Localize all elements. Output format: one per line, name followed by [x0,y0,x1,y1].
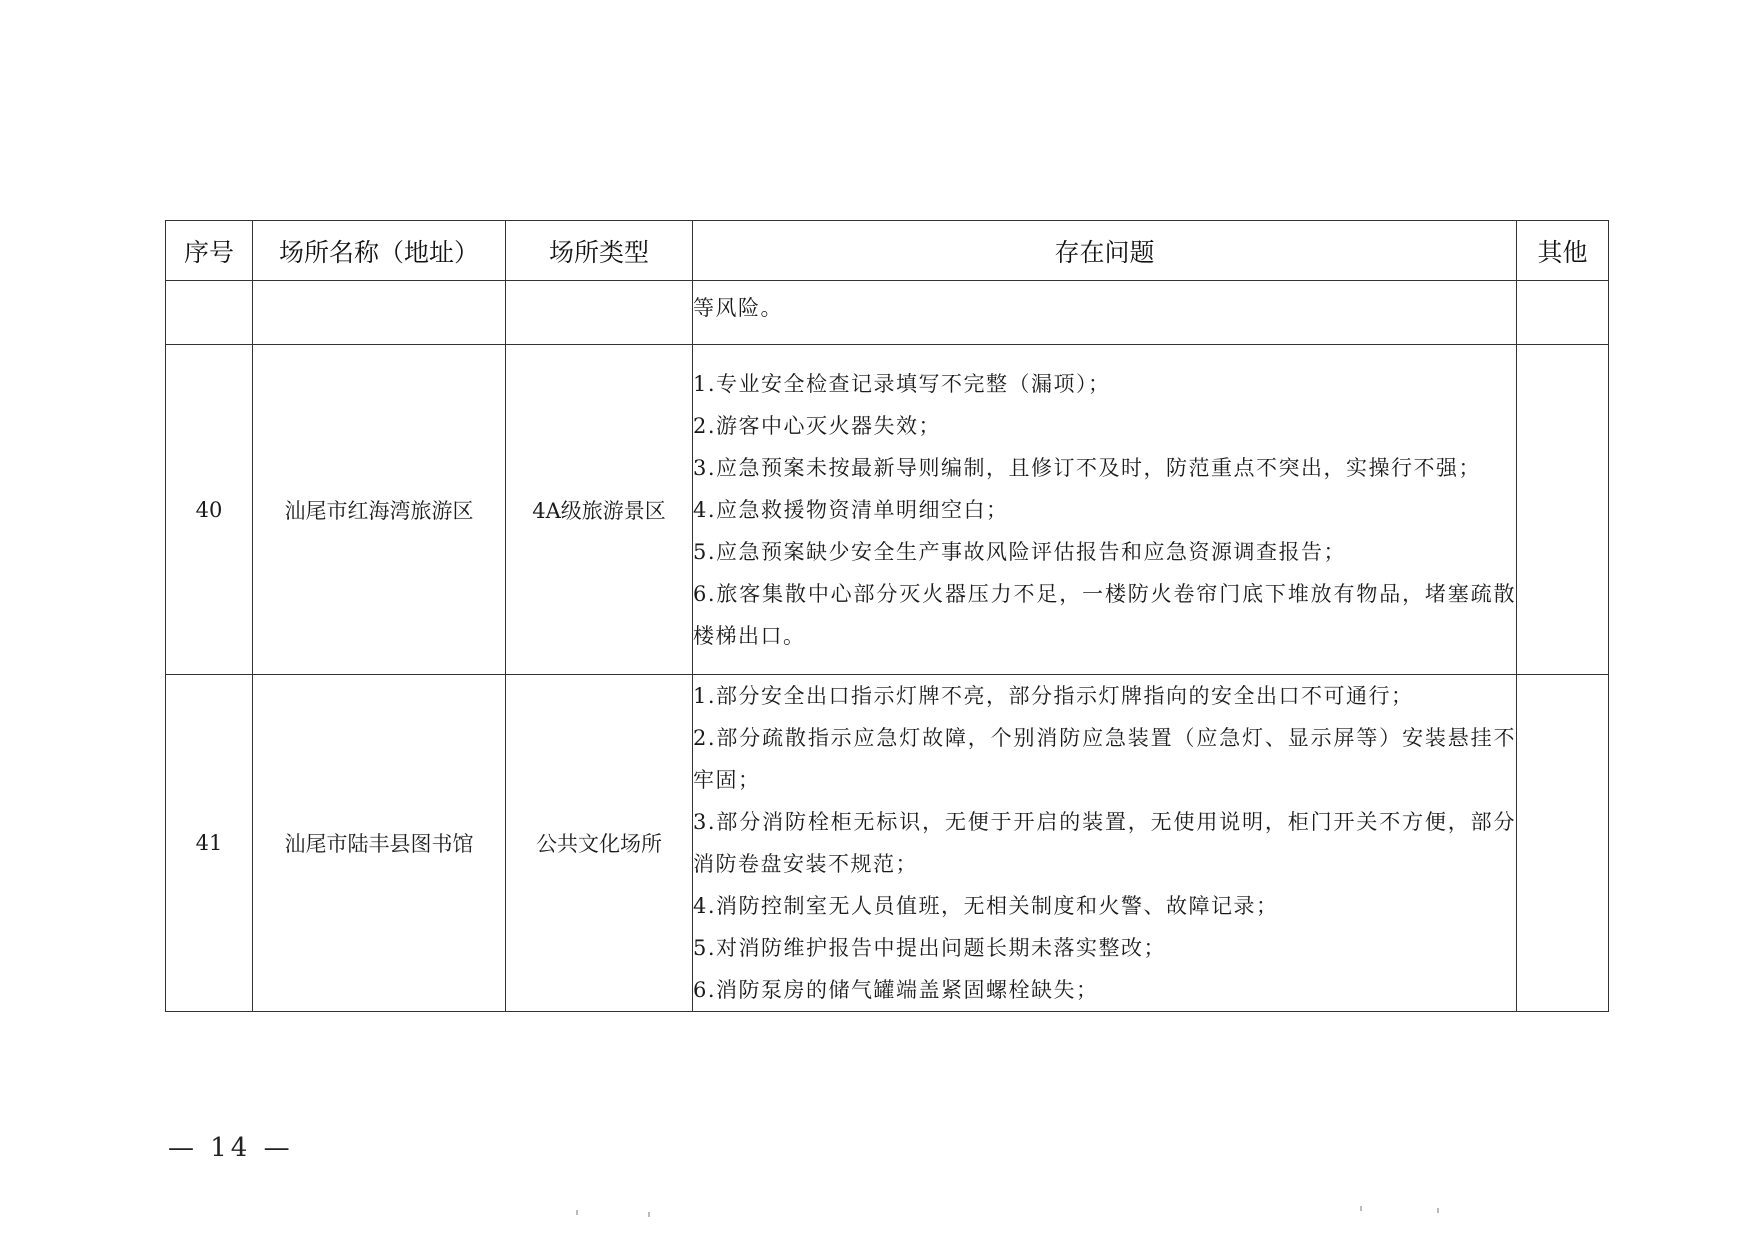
issue-line: 等风险。 [693,296,783,320]
cell-other [1517,281,1609,345]
header-type: 场所类型 [506,221,693,281]
cell-issues [693,675,1517,1012]
issue-item: 4.消防控制室无人员值班，无相关制度和火警、故障记录； [693,894,1279,918]
cell-type: 4A级旅游景区 [506,345,693,675]
header-other: 其他 [1517,221,1609,281]
issue-item: 4.应急救援物资清单明细空白； [693,497,1009,522]
issue-item: 5.应急预案缺少安全生产事故风险评估报告和应急资源调查报告； [693,539,1347,564]
scan-speck [648,1212,650,1217]
cell-seq: 40 [166,345,253,675]
issue-item: 5.对消防维护报告中提出问题长期未落实整改； [693,936,1167,960]
table-header-row [166,221,1609,281]
cell-name [253,281,506,345]
page-number: — 14 — [168,1133,294,1163]
issue-item: 1.部分安全出口指示灯牌不亮，部分指示灯牌指向的安全出口不可通行； [693,684,1414,708]
table-row [166,345,1609,675]
issue-item: 6.消防泵房的储气罐端盖紧固螺栓缺失； [693,978,1099,1002]
scan-speck [576,1210,578,1215]
header-issues: 存在问题 [693,221,1517,281]
header-seq: 序号 [166,221,253,281]
cell-name: 汕尾市红海湾旅游区 [253,345,506,675]
scan-speck [1437,1208,1439,1213]
cell-other [1517,345,1609,675]
issue-item: 2.游客中心灭火器失效； [693,413,942,438]
scan-speck [1360,1206,1362,1211]
issue-item: 2.部分疏散指示应急灯故障，个别消防应急装置（应急灯、显示屏等）安装悬挂不牢固； [693,726,1516,792]
inspection-table [165,220,1609,1012]
cell-name: 汕尾市陆丰县图书馆 [253,675,506,1012]
cell-seq: 41 [166,675,253,1012]
cell-type: 公共文化场所 [506,675,693,1012]
cell-type [506,281,693,345]
cell-other [1517,675,1609,1012]
header-name: 场所名称（地址） [253,221,506,281]
cell-seq [166,281,253,345]
table-row [166,675,1609,1012]
cell-issues [693,281,1517,345]
cell-issues [693,345,1517,675]
issue-item: 1.专业安全检查记录填写不完整（漏项）； [693,371,1111,396]
issue-item: 3.应急预案未按最新导则编制，且修订不及时，防范重点不突出，实操行不强； [693,455,1482,480]
issue-item: 3.部分消防栓柜无标识，无便于开启的装置，无使用说明，柜门开关不方便，部分消防卷盘安装不规范； [693,810,1516,876]
table-row-continued [166,281,1609,345]
issue-item: 6.旅客集散中心部分灭火器压力不足，一楼防火卷帘门底下堆放有物品，堵塞疏散楼梯出口。 [693,581,1516,648]
